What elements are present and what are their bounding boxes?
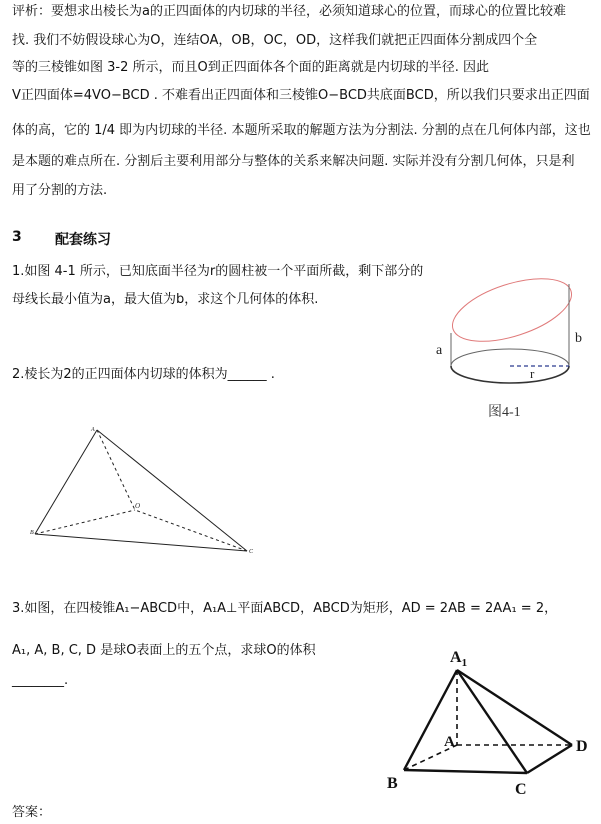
- vertex-D: D: [576, 738, 588, 755]
- vertex-B: B: [30, 530, 34, 536]
- q1-line-2: 母线长最小值为a，最大值为b，求这个几何体的体积.: [12, 292, 319, 307]
- q1-line-1: 1.如图 4-1 所示，已知底面半径为r的圆柱被一个平面所截，剩下部分的: [12, 264, 424, 279]
- label-a: a: [436, 343, 443, 358]
- label-b: b: [575, 331, 582, 346]
- analysis-line-1: 评析：要想求出棱长为a的正四面体的内切球的半径，必须知道球心的位置，而球心的位置比较难: [12, 4, 566, 19]
- q2-text: 2.棱长为2的正四面体内切球的体积为______ .: [12, 367, 275, 382]
- q3-line-2: A₁, A, B, C, D 是球O表面上的五个点，求球O的体积: [12, 643, 316, 658]
- analysis-line-3: 等的三棱锥如图 3-2 所示，而且O到正四面体各个面的距离就是内切球的半径. 因此: [12, 60, 489, 75]
- center-O: O: [135, 502, 141, 510]
- q3-line-1: 3.如图，在四棱锥A₁−ABCD中，A₁A⊥平面ABCD，ABCD为矩形，AD = 2AB = 2AA₁ = 2，: [12, 601, 558, 616]
- analysis-line-2: 找. 我们不妨假设球心为O，连结OA，OB，OC，OD，这样我们就把正四面体分割成四个全: [12, 33, 538, 48]
- vertex-C: C: [249, 549, 254, 555]
- analysis-line-6: 是本题的难点所在. 分割后主要利用部分与整体的关系来解决问题. 实际并没有分割几何体，只是利: [12, 154, 575, 169]
- vertex-B: B: [387, 775, 398, 792]
- base-front: [451, 366, 569, 383]
- figure-caption: 图4-1: [488, 405, 521, 420]
- analysis-line-4: V正四面体=4VO−BCD . 不难看出正四面体和三棱锥O−BCD共底面BCD，所以我们只要求出正四面: [12, 88, 590, 103]
- analysis-line-7: 用了分割的方法.: [12, 183, 108, 198]
- vertex-A1: $A_1$: [450, 649, 468, 669]
- top-ellipse: [445, 270, 579, 354]
- vertex-A: A: [444, 734, 455, 750]
- figure-4-1: [430, 270, 590, 430]
- tetrahedron-figure: [25, 420, 265, 560]
- pyramid-figure: [382, 642, 596, 800]
- vertex-C: C: [515, 781, 527, 798]
- vertex-A: A: [91, 427, 95, 433]
- section-title: 配套练习: [55, 232, 111, 248]
- section-number: 3: [12, 229, 22, 245]
- base-back: [451, 349, 569, 366]
- label-r: r: [530, 366, 535, 381]
- analysis-line-5: 体的高，它的 1/4 即为内切球的半径. 本题所采取的解题方法为分割法. 分割的点在几何体内部，这也: [12, 123, 591, 138]
- q3-line-3: ________.: [12, 673, 69, 688]
- answer-label: 答案：: [12, 805, 52, 820]
